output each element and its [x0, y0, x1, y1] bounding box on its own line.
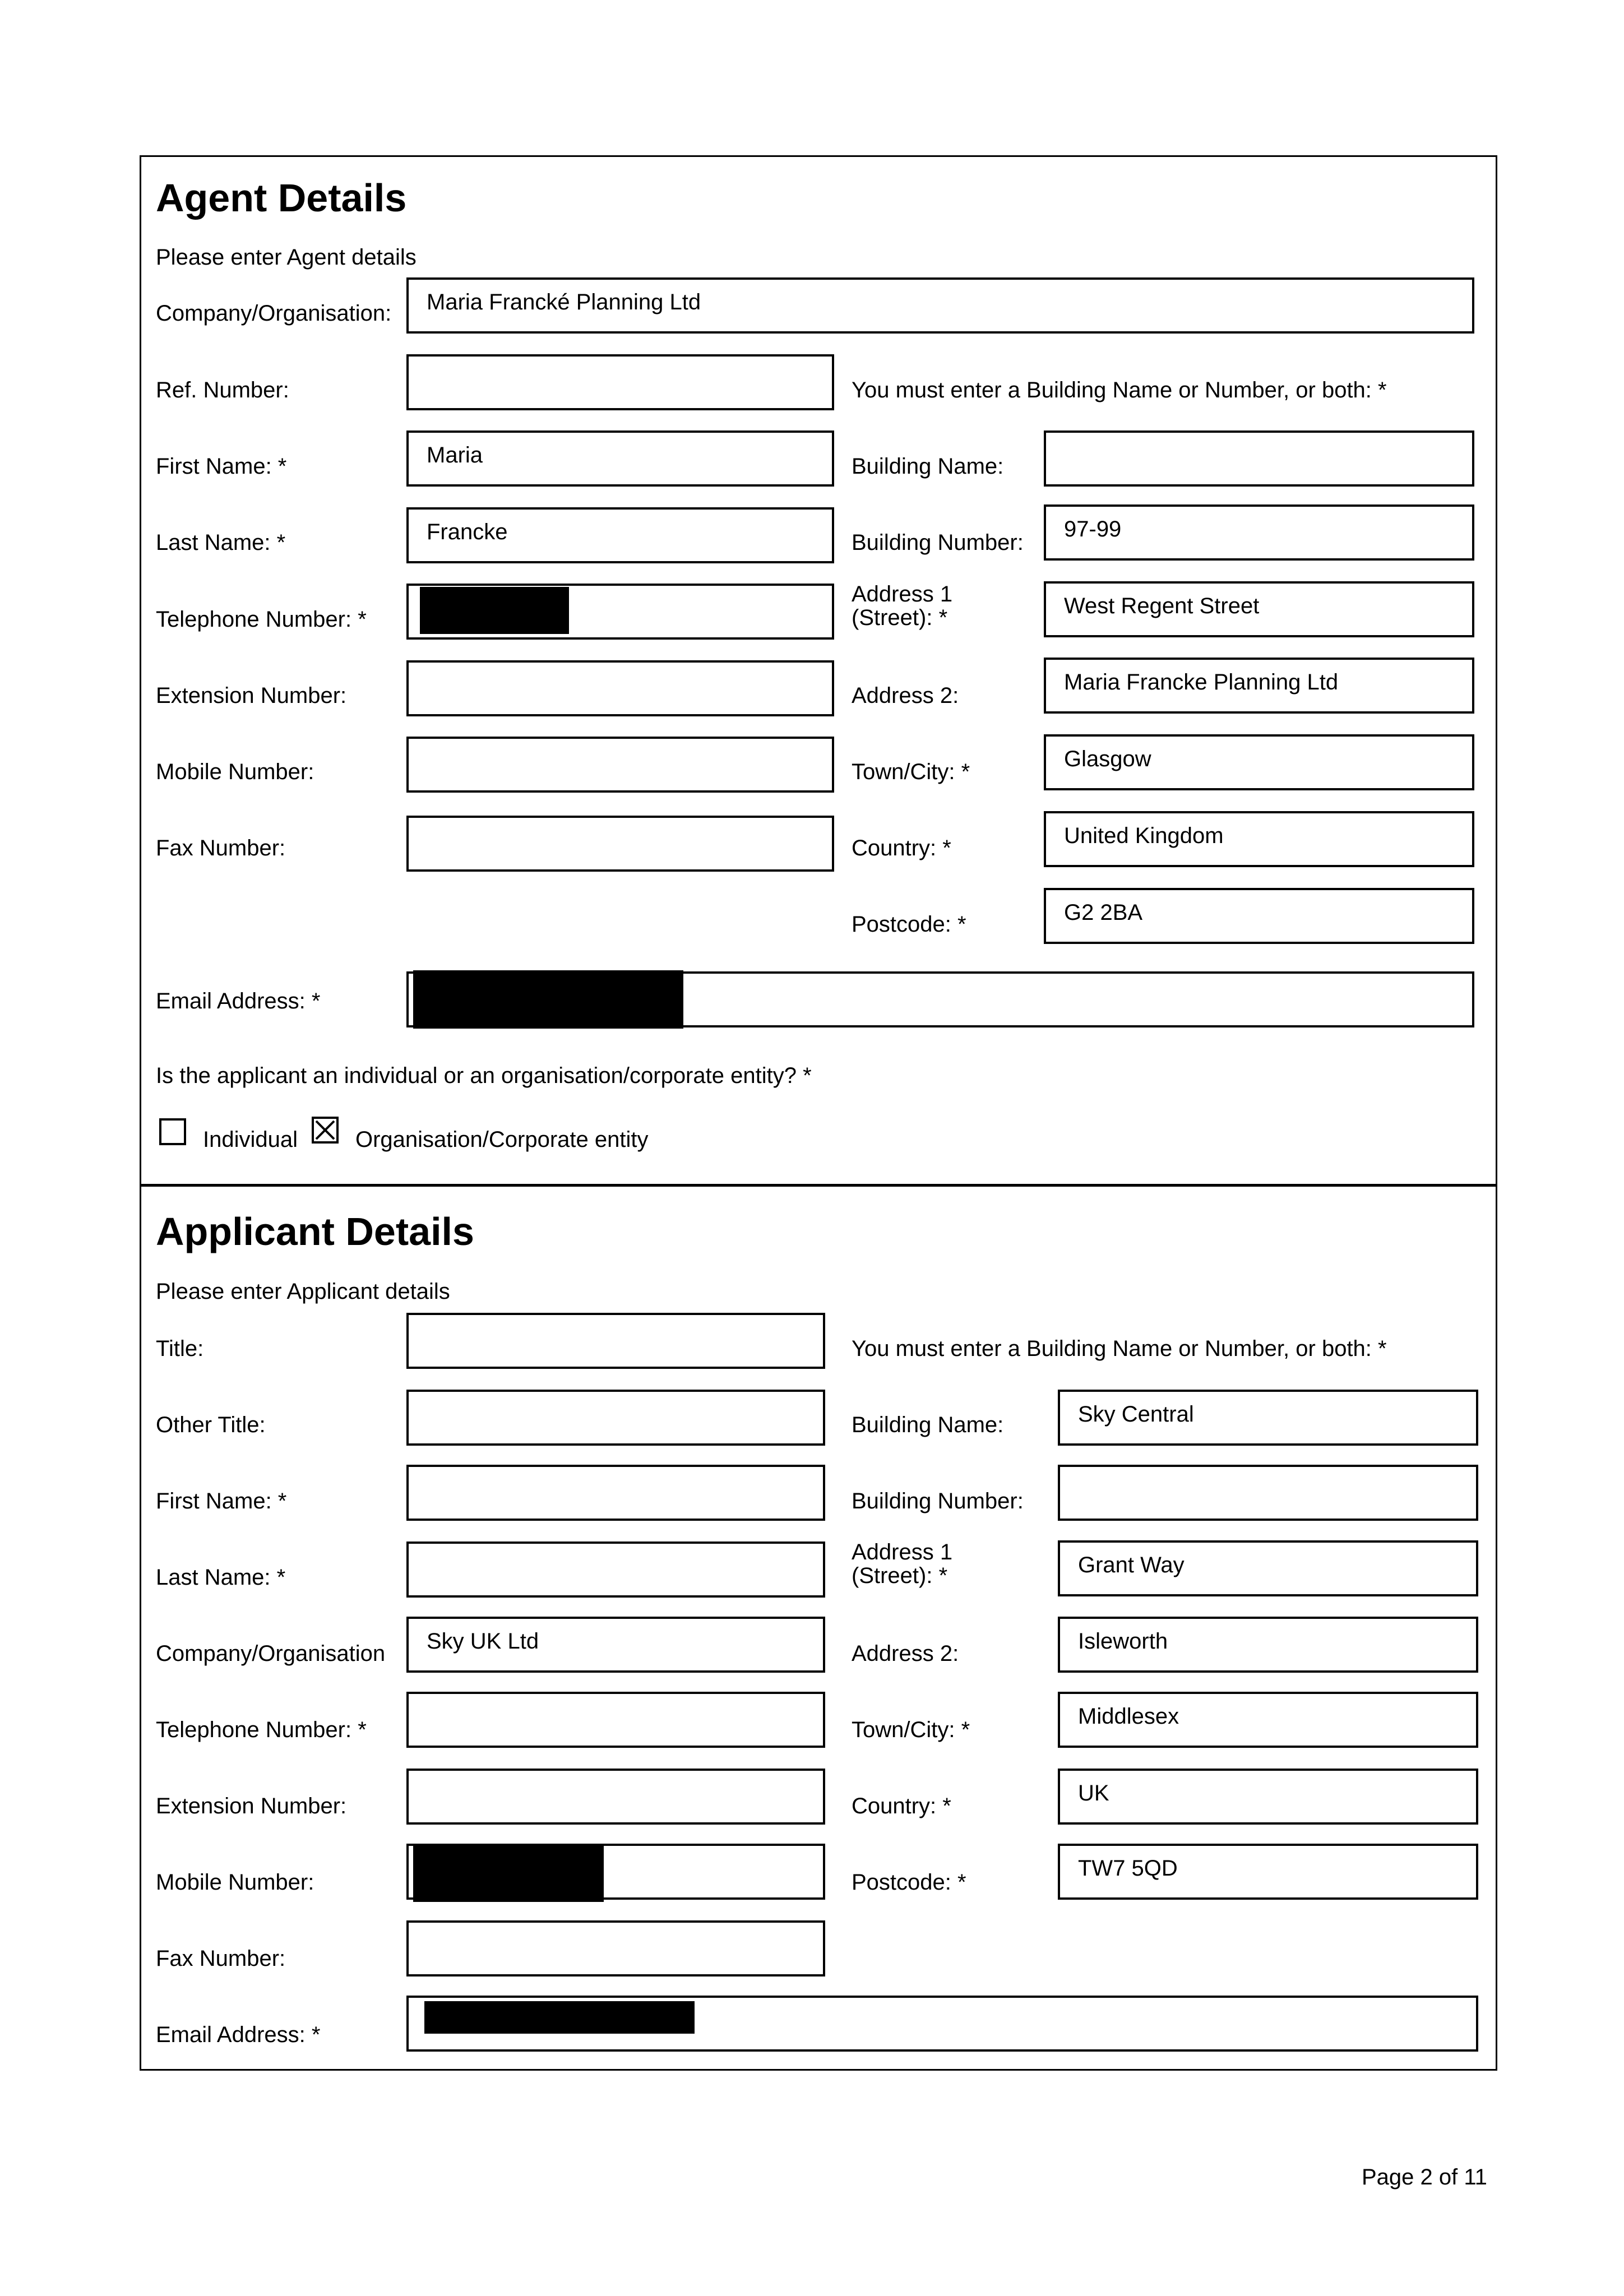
- applicant-country-field[interactable]: [1058, 1769, 1478, 1825]
- agent-company-field[interactable]: [406, 277, 1474, 334]
- organisation-option-label: Organisation/Corporate entity: [355, 1127, 649, 1152]
- agent-email-field[interactable]: [406, 971, 1474, 1027]
- agent-address2-value: Maria Francke Planning Ltd: [1064, 670, 1339, 695]
- agent-country-field[interactable]: [1044, 811, 1474, 867]
- agent-address2-field[interactable]: [1044, 658, 1474, 714]
- agent-postcode-label: Postcode: *: [852, 912, 966, 937]
- agent-first-name-field[interactable]: [406, 430, 834, 487]
- agent-mobile-field[interactable]: [406, 737, 834, 793]
- applicant-telephone-label: Telephone Number: *: [156, 1718, 367, 1742]
- agent-company-value: Maria Francké Planning Ltd: [427, 290, 701, 314]
- applicant-address1-value: Grant Way: [1078, 1553, 1185, 1577]
- agent-building-number-field[interactable]: [1044, 504, 1474, 561]
- applicant-address2-label: Address 2:: [852, 1641, 959, 1666]
- agent-building-note: You must enter a Building Name or Number, or both: *: [852, 378, 1387, 402]
- applicant-first-name-label: First Name: *: [156, 1489, 287, 1513]
- applicant-postcode-field[interactable]: [1058, 1844, 1478, 1900]
- applicant-country-label: Country: *: [852, 1794, 951, 1818]
- agent-intro-text: Please enter Agent details: [156, 245, 417, 270]
- applicant-building-name-value: Sky Central: [1078, 1402, 1194, 1427]
- agent-details-heading: Agent Details: [156, 176, 407, 220]
- applicant-town-label: Town/City: *: [852, 1718, 970, 1742]
- organisation-checkbox[interactable]: [312, 1117, 339, 1144]
- agent-country-label: Country: *: [852, 836, 951, 860]
- agent-fax-label: Fax Number:: [156, 836, 286, 860]
- applicant-other-title-field[interactable]: [406, 1390, 825, 1446]
- redaction-block: [413, 1846, 604, 1902]
- agent-town-label: Town/City: *: [852, 760, 970, 784]
- redaction-block: [424, 2001, 695, 2034]
- agent-first-name-value: Maria: [427, 443, 483, 467]
- applicant-fax-field[interactable]: [406, 1920, 825, 1976]
- applicant-company-value: Sky UK Ltd: [427, 1629, 539, 1654]
- applicant-town-field[interactable]: [1058, 1692, 1478, 1748]
- applicant-title-field[interactable]: [406, 1313, 825, 1369]
- applicant-building-name-label: Building Name:: [852, 1413, 1004, 1437]
- applicant-building-number-label: Building Number:: [852, 1489, 1024, 1513]
- agent-extension-field[interactable]: [406, 660, 834, 716]
- individual-option-label: Individual: [203, 1127, 298, 1152]
- applicant-intro-text: Please enter Applicant details: [156, 1279, 450, 1304]
- applicant-first-name-field[interactable]: [406, 1465, 825, 1521]
- redaction-block: [413, 970, 683, 1029]
- applicant-type-question: Is the applicant an individual or an organisation/corporate entity? *: [156, 1063, 812, 1088]
- checkbox-cross-icon: [314, 1119, 336, 1141]
- agent-address2-label: Address 2:: [852, 683, 959, 708]
- agent-last-name-value: Francke: [427, 520, 508, 544]
- applicant-address1-label-line1: Address 1: [852, 1540, 953, 1564]
- applicant-mobile-label: Mobile Number:: [156, 1870, 314, 1895]
- agent-last-name-label: Last Name: *: [156, 530, 286, 555]
- agent-address1-field[interactable]: [1044, 581, 1474, 637]
- applicant-other-title-label: Other Title:: [156, 1413, 266, 1437]
- agent-ref-label: Ref. Number:: [156, 378, 289, 402]
- applicant-last-name-field[interactable]: [406, 1542, 825, 1598]
- agent-company-label: Company/Organisation:: [156, 301, 392, 326]
- section-divider: [140, 1184, 1497, 1187]
- agent-last-name-field[interactable]: [406, 507, 834, 563]
- applicant-email-field[interactable]: [406, 1996, 1478, 2052]
- agent-ref-field[interactable]: [406, 354, 834, 410]
- applicant-address1-label-line2: (Street): *: [852, 1563, 948, 1588]
- agent-telephone-label: Telephone Number: *: [156, 607, 367, 632]
- applicant-extension-field[interactable]: [406, 1769, 825, 1825]
- applicant-building-number-field[interactable]: [1058, 1465, 1478, 1521]
- applicant-postcode-value: TW7 5QD: [1078, 1856, 1178, 1881]
- agent-mobile-label: Mobile Number:: [156, 760, 314, 784]
- applicant-address2-value: Isleworth: [1078, 1629, 1168, 1654]
- applicant-mobile-field[interactable]: [406, 1844, 825, 1900]
- applicant-town-value: Middlesex: [1078, 1704, 1179, 1729]
- agent-postcode-field[interactable]: [1044, 888, 1474, 944]
- applicant-building-name-field[interactable]: [1058, 1390, 1478, 1446]
- applicant-country-value: UK: [1078, 1781, 1109, 1806]
- agent-address1-label-line2: (Street): *: [852, 605, 948, 630]
- agent-email-label: Email Address: *: [156, 989, 321, 1013]
- agent-building-name-label: Building Name:: [852, 454, 1004, 479]
- agent-town-value: Glasgow: [1064, 747, 1151, 771]
- agent-postcode-value: G2 2BA: [1064, 900, 1143, 925]
- agent-country-value: United Kingdom: [1064, 823, 1224, 848]
- agent-town-field[interactable]: [1044, 734, 1474, 790]
- applicant-building-note: You must enter a Building Name or Number, or both: *: [852, 1336, 1387, 1361]
- applicant-extension-label: Extension Number:: [156, 1794, 347, 1818]
- agent-extension-label: Extension Number:: [156, 683, 347, 708]
- applicant-fax-label: Fax Number:: [156, 1946, 286, 1971]
- applicant-details-heading: Applicant Details: [156, 1210, 474, 1253]
- applicant-address1-field[interactable]: [1058, 1540, 1478, 1596]
- individual-checkbox[interactable]: [159, 1118, 186, 1145]
- agent-first-name-label: First Name: *: [156, 454, 287, 479]
- applicant-title-label: Title:: [156, 1336, 204, 1361]
- agent-address1-value: West Regent Street: [1064, 594, 1260, 618]
- applicant-company-field[interactable]: [406, 1617, 825, 1673]
- agent-telephone-field[interactable]: [406, 584, 834, 640]
- agent-building-number-value: 97-99: [1064, 517, 1122, 541]
- agent-building-name-field[interactable]: [1044, 430, 1474, 487]
- applicant-company-label: Company/Organisation: [156, 1641, 386, 1666]
- applicant-email-label: Email Address: *: [156, 2022, 321, 2047]
- redaction-block: [420, 587, 569, 634]
- applicant-address2-field[interactable]: [1058, 1617, 1478, 1673]
- applicant-postcode-label: Postcode: *: [852, 1870, 966, 1895]
- agent-building-number-label: Building Number:: [852, 530, 1024, 555]
- applicant-telephone-field[interactable]: [406, 1692, 825, 1748]
- agent-address1-label-line1: Address 1: [852, 582, 953, 607]
- applicant-last-name-label: Last Name: *: [156, 1565, 286, 1590]
- page-number: Page 2 of 11: [1362, 2165, 1487, 2189]
- agent-fax-field[interactable]: [406, 816, 834, 872]
